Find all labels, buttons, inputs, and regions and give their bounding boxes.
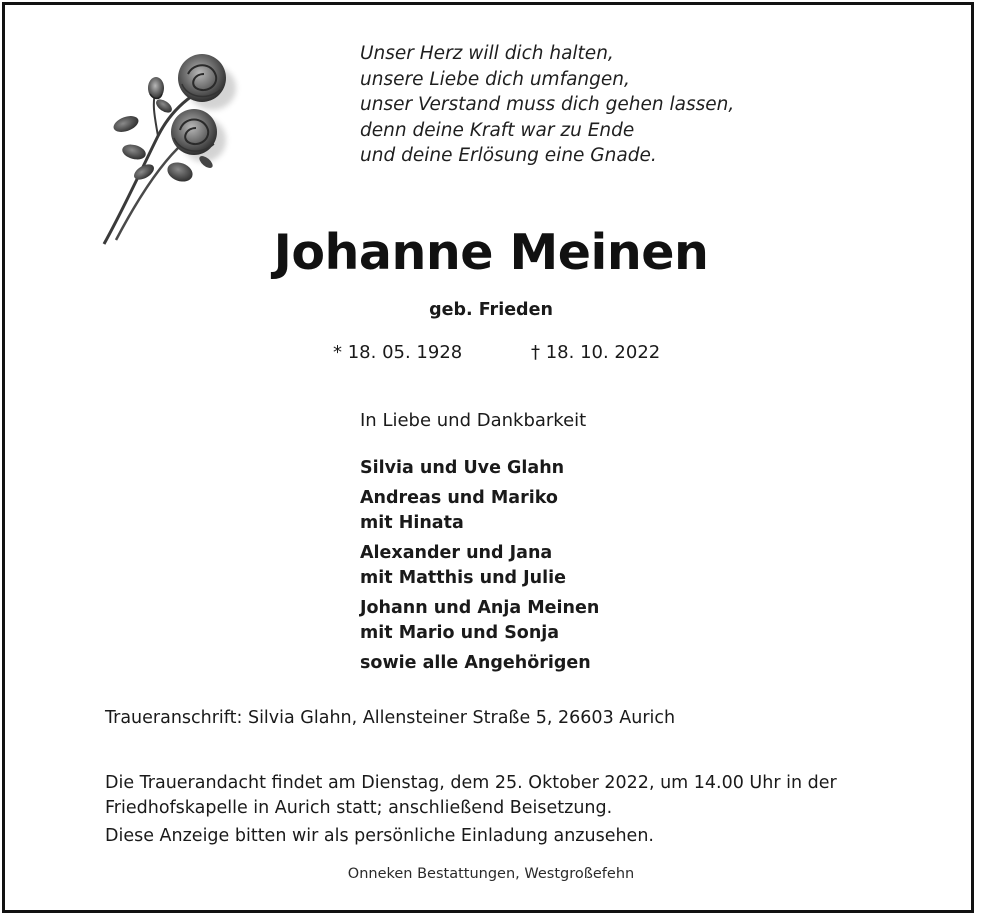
mourner-group: [360, 596, 599, 646]
mourner-line: Andreas und Mariko: [360, 488, 558, 508]
poem-line: Unser Herz will dich halten,: [360, 43, 614, 64]
mourning-address: Traueranschrift: Silvia Glahn, Allensteiner Straße 5, 26603 Aurich: [105, 708, 676, 728]
poem: [360, 41, 734, 169]
mourner-line: sowie alle Angehörigen: [360, 653, 591, 673]
ceremony-info: [105, 771, 837, 821]
mourner-line: Alexander und Jana: [360, 543, 553, 563]
mourner-line: Johann und Anja Meinen: [360, 598, 600, 618]
ceremony-line: Die Trauerandacht findet am Dienstag, dem 25. Oktober 2022, um 14.00 Uhr in der: [105, 773, 837, 793]
poem-line: unsere Liebe dich umfangen,: [360, 68, 630, 90]
maiden-name: geb. Frieden: [429, 300, 553, 320]
mourner-group: [360, 486, 599, 536]
poem-line: denn deine Kraft war zu Ende: [360, 119, 635, 141]
mourner-line: mit Mario und Sonja: [360, 623, 560, 643]
deceased-name: Johanne Meinen: [273, 224, 709, 281]
mourners-list: [360, 456, 599, 681]
mourner-line: mit Hinata: [360, 513, 464, 533]
roses-icon: [96, 44, 246, 254]
death-date: † 18. 10. 2022: [531, 342, 661, 363]
undertaker-credit: Onneken Bestattungen, Westgroßefehn: [347, 866, 635, 882]
mourner-group: [360, 651, 599, 676]
dedication-text: In Liebe und Dankbarkeit: [360, 410, 587, 431]
invitation-text: Diese Anzeige bitten wir als persönliche Einladung anzusehen.: [105, 826, 654, 846]
mourner-group: [360, 456, 599, 481]
ceremony-line: Friedhofskapelle in Aurich statt; anschließend Beisetzung.: [105, 798, 613, 818]
mourner-group: [360, 541, 599, 591]
poem-line: unser Verstand muss dich gehen lassen,: [360, 94, 735, 115]
mourner-line: mit Matthis und Julie: [360, 568, 566, 588]
birth-date: * 18. 05. 1928: [333, 342, 463, 363]
poem-line: und deine Erlösung eine Gnade.: [360, 145, 657, 166]
mourner-line: Silvia und Uve Glahn: [360, 458, 565, 478]
